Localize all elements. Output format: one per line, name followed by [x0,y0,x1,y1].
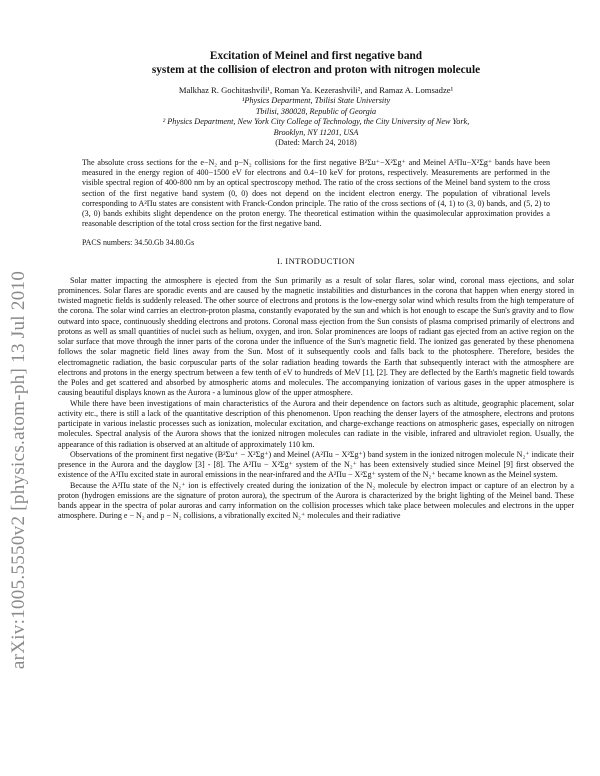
paragraph: Solar matter impacting the atmosphere is ejected from the Sun primarily as a result of solar flares, solar wind, coronal mass ejections, and solar prominences. Solar flares are sporadic events and are caused by the magnetic instabilities and disturbances in the corona that happen when energy stored in twisted magnetic fields is suddenly released. The other source of electrons and protons is the low-energy solar wind which results from the high temperature of the corona. The solar wind carries an electron-proton plasma, constantly evaporated by the sun and which is hot enough to escape the Sun's gravity and to flow outward into space, continuously shedding electrons and protons. Coronal mass ejection from the Sun consists of plasma comprised primarily of electrons and protons as well as small quantities of nuclei such as helium, oxygen, and iron. Solar prominences are loops of radiant gas ejected from an active region on the solar surface that move through the inner parts of the corona under the influence of the Sun's magnetic field. The ionized gas generated by these phenomena follows the solar magnetic field lines away from the Sun. Most of it subsequently cools and falls back to the photosphere. Therefore, besides the electromagnetic radiation, the basic corpuscular parts of the solar radiation heading towards the Earth that subsequently interact with the atmosphere are electrons and protons in the energy spectrum between a few tenth of eV to hundreds of MeV [1], [2]. They are deflected by the Earth's magnetic field towards the Poles and get scattered and absorbed by atmospheric atoms and molecules. The accompanying ionization of various gases in the upper atmosphere is causing beautiful displays known as the Aurora - a luminous glow of the upper atmosphere. [58,275,574,398]
affiliation-1-city: Tbilisi, 380028, Republic of Georgia [255,106,377,116]
introduction-body [58,276,574,522]
affiliation-2: ² Physics Department, New York City College of Technology, the City University of New York, [162,117,470,127]
pacs-numbers: PACS numbers: 34.50.Gb 34.80.Gs [82,237,195,247]
title-block [58,50,574,77]
paper-page [58,50,574,522]
arxiv-identifier-sidebar [6,210,32,730]
paragraph: Observations of the prominent first negative (B²Σu⁺ − X²Σg⁺) and Meinel (A²Πu − X²Σg⁺) band system in the ionized nitrogen molecule N₂⁺ indicate their presence in the Aurora and the dayglow [3] - [8]. The A²Πu − X²Σg⁺ system of the N₂⁺ has been extensively studied since Meinel [9] first observed the existence of the A²Πu excited state in auroral emissions in the near-infrared and the A²Πu − X²Σg⁺ system of the N₂⁺ became known as the Meinel system. [58,449,574,480]
paper-title-line-1: Excitation of Meinel and first negative band [209,50,423,62]
abstract: The absolute cross sections for the e−N₂ and p−N₂ collisions for the first negative B²Σu⁺−X²Σg⁺ and Meinel A²Πu−X²Σg⁺ bands have been measured in the energy region of 400−1500 eV for electrons and 0.4−10 keV for protons, respectively. Measurements are performed in the visible spectral region of 400-800 nm by an optical spectroscopy method. The ratio of the cross sections of the Meinel band system to the cross section of the first negative band system (0, 0) does not depend on the incident electron energy. The population of vibrational levels corresponding to A²Πu states are consistent with Franck-Condon principle. The ratio of the cross sections of (4, 1) to (3, 0) bands, and (5, 2) to (3, 0) bands exhibits slight dependence on the proton energy. The theoretical estimation within the quasimolecular approximation provides a reasonable description of the total cross section for the first negative band. [82,157,550,229]
paragraph: While there have been investigations of main characteristics of the Aurora and their dependence on factors such as altitude, geographic placement, solar activity etc., there is still a lack of the quantitative description of this phenomenon. Upon reaching the denser layers of the atmosphere, electrons and protons participate in various inelastic processes such as ionization, molecular excitation, and charge-exchange reactions on atmospheric gases, especially on nitrogen molecules. Spectral analysis of the Aurora shows that the ionized nitrogen molecules can radiate in the visible, infrared and ultraviolet region. Usually, the appearance of this radiation is observed at an altitude of approximately 110 km. [58,398,574,449]
affiliation-2-city: Brooklyn, NY 11201, USA [273,127,359,137]
affiliation-1: ¹Physics Department, Tbilisi State University [241,96,391,105]
paper-title-line-2: system at the collision of electron and proton with nitrogen molecule [151,63,481,76]
paragraph: Because the A²Πu state of the N₂⁺ ion is effectively created during the ionization of the N₂ molecule by electron impact or capture of an electron by a proton (hydrogen emissions are the signature of proton aurora), the spectrum of the Aurora is characterized by the bright lighting of the Meinel band. These bands appear in the spectra of polar auroras and carry information on the collision processes which take place between molecules and electrons in the upper atmosphere. During e − N₂ and p − N₂ collisions, a vibrationally excited N₂⁺ molecules and their radiative [58,480,574,521]
date-line: (Dated: March 24, 2018) [275,138,357,148]
arxiv-identifier-text: arXiv:1005.5550v2 [physics.atom-ph] 13 Jul 2010 [8,270,30,670]
author-list: Malkhaz R. Gochitashvili¹, Roman Ya. Kezerashvili², and Ramaz A. Lomsadze¹ [178,85,454,95]
section-heading-introduction: I. INTRODUCTION [276,255,356,266]
